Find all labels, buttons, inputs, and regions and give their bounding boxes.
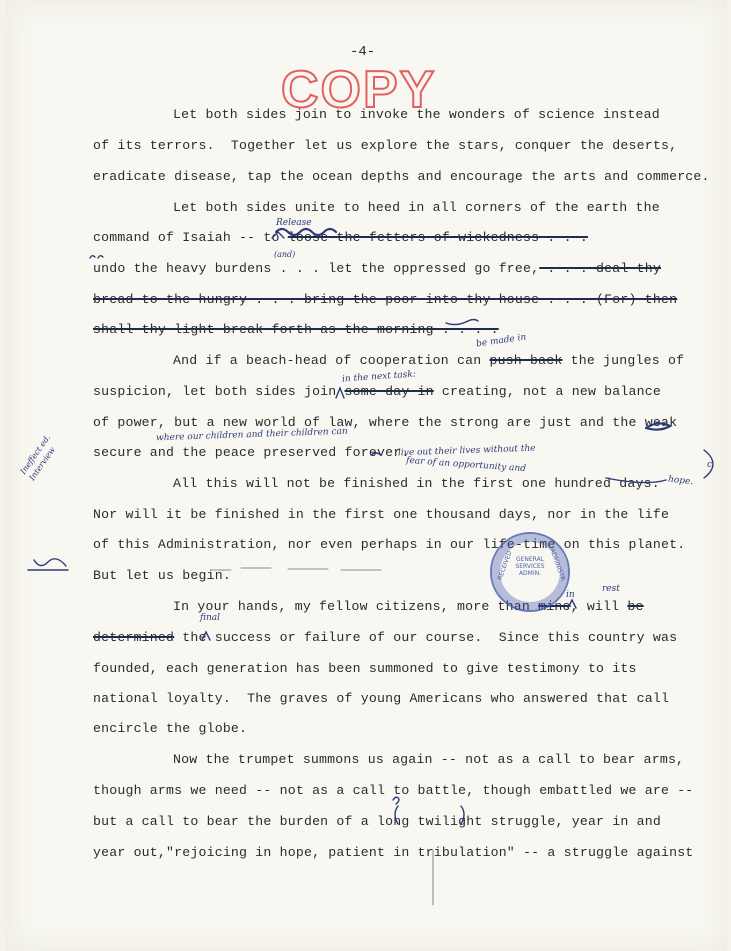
handwritten-next-task: in the next task: bbox=[341, 369, 417, 385]
struck-text: determined bbox=[93, 630, 175, 645]
p5-line3: founded, each generation has been summoned to give testimony to its bbox=[93, 661, 637, 676]
caret-in bbox=[568, 600, 576, 608]
strike-forever bbox=[646, 423, 670, 429]
p4-line2: Nor will it be finished in the first one thousand days, nor in the life bbox=[93, 507, 670, 522]
handwritten-be-made-in: be made in bbox=[475, 332, 527, 350]
p2-line2: command of Isaiah -- to loose the fetters of wickedness . . . bbox=[93, 230, 588, 245]
handwritten-rest: rest bbox=[602, 584, 620, 594]
handwritten-and-insert: (and) bbox=[274, 250, 296, 259]
insert-caret bbox=[371, 453, 381, 455]
p3-line4: secure and the peace preserved forever. bbox=[93, 445, 410, 460]
p4-line1: All this will not be finished in the first one hundred days. bbox=[173, 476, 660, 491]
struck-text: loose the fetters of wickedness . . . bbox=[287, 230, 588, 245]
p2-line1: Let both sides unite to heed in all corners of the earth the bbox=[173, 200, 660, 215]
p5-line2: determined the success or failure of our course. Since this country was bbox=[93, 630, 678, 645]
p1-line3: eradicate disease, tap the ocean depths and encourage the arts and commerce. bbox=[93, 169, 710, 184]
p6-line3: but a call to bear the burden of a long twilight struggle, year in and bbox=[93, 814, 661, 829]
p2-line5: shall thy light break forth as the morning . . . . bbox=[93, 322, 499, 337]
page-number: -4- bbox=[350, 44, 376, 60]
p6-line1: Now the trumpet summons us again -- not as a call to bear arms, bbox=[173, 752, 685, 767]
handwritten-margin-note: Ineffect ed. Interview bbox=[18, 432, 58, 483]
caret-mark bbox=[336, 388, 344, 398]
caret-final bbox=[202, 632, 210, 640]
handwritten-insert-line3: fear of an opportunity and bbox=[405, 455, 527, 475]
quote-mark bbox=[90, 256, 103, 258]
handwritten-in: in bbox=[566, 590, 575, 600]
handwritten-insert-line1: where our children and their children can bbox=[155, 426, 348, 444]
p3-line1: And if a beach-head of cooperation can push back the jungles of bbox=[173, 353, 685, 368]
copy-stamp: COPY bbox=[281, 61, 437, 119]
p4-line4: But let us begin. bbox=[93, 568, 231, 583]
bracket-c bbox=[704, 450, 713, 478]
p3-line3: of power, but a new world of law, where the strong are just and the weak bbox=[93, 415, 678, 430]
p6-line4: year out,"rejoicing in hope, patient in tribulation" -- a struggle against bbox=[93, 845, 694, 860]
struck-text: some day in bbox=[344, 384, 434, 399]
struck-text: push back bbox=[489, 353, 563, 368]
document-page bbox=[6, 0, 727, 951]
p4-line3: of this Administration, nor even perhaps in our life-time on this planet. bbox=[93, 537, 686, 552]
handwritten-insert-line2: live out their lives without the bbox=[397, 443, 536, 459]
struck-text: . . . deal thy bbox=[539, 261, 661, 276]
p2-line4: bread to the hungry . . . bring the poor into thy house . . . (For) then bbox=[93, 292, 678, 307]
struck-text: mine bbox=[538, 599, 571, 614]
question-mark bbox=[393, 797, 399, 804]
p5-line1: In your hands, my fellow citizens, more than mine, will be bbox=[173, 599, 644, 614]
margin-scribble bbox=[34, 559, 66, 566]
p1-line1: Let both sides join to invoke the wonders of science instead bbox=[173, 107, 660, 122]
scribble-isaiah bbox=[276, 229, 336, 235]
p5-line4: national loyalty. The graves of young Americans who answered that call bbox=[93, 691, 670, 706]
p5-line5: encircle the globe. bbox=[93, 721, 248, 736]
struck-text: be bbox=[627, 599, 644, 614]
received-stamp: RECEIVED ADMINISTR. GENERAL SERVICES ADMIN. bbox=[490, 532, 570, 612]
p3-line2: suspicion, let both sides join some day in creating, not a new balance bbox=[93, 384, 661, 399]
ink-strokes bbox=[6, 0, 727, 951]
faint-dashes bbox=[211, 568, 381, 570]
handwritten-isaiah-insert: Release bbox=[276, 218, 312, 228]
arrow-line bbox=[606, 478, 666, 483]
p2-line3: undo the heavy burdens . . . let the oppressed go free, . . . deal thy bbox=[93, 261, 661, 276]
handwritten-final: final bbox=[200, 613, 221, 623]
handwritten-c: c bbox=[707, 460, 713, 470]
caret-mark bbox=[272, 232, 284, 238]
handwritten-hope: hope. bbox=[667, 474, 694, 488]
scribble-end bbox=[446, 320, 478, 325]
p1-line2: of its terrors. Together let us explore the stars, conquer the deserts, bbox=[93, 138, 678, 153]
twilight-bracket bbox=[395, 806, 464, 824]
p6-line2: though arms we need -- not as a call to battle, though embattled we are -- bbox=[93, 783, 694, 798]
